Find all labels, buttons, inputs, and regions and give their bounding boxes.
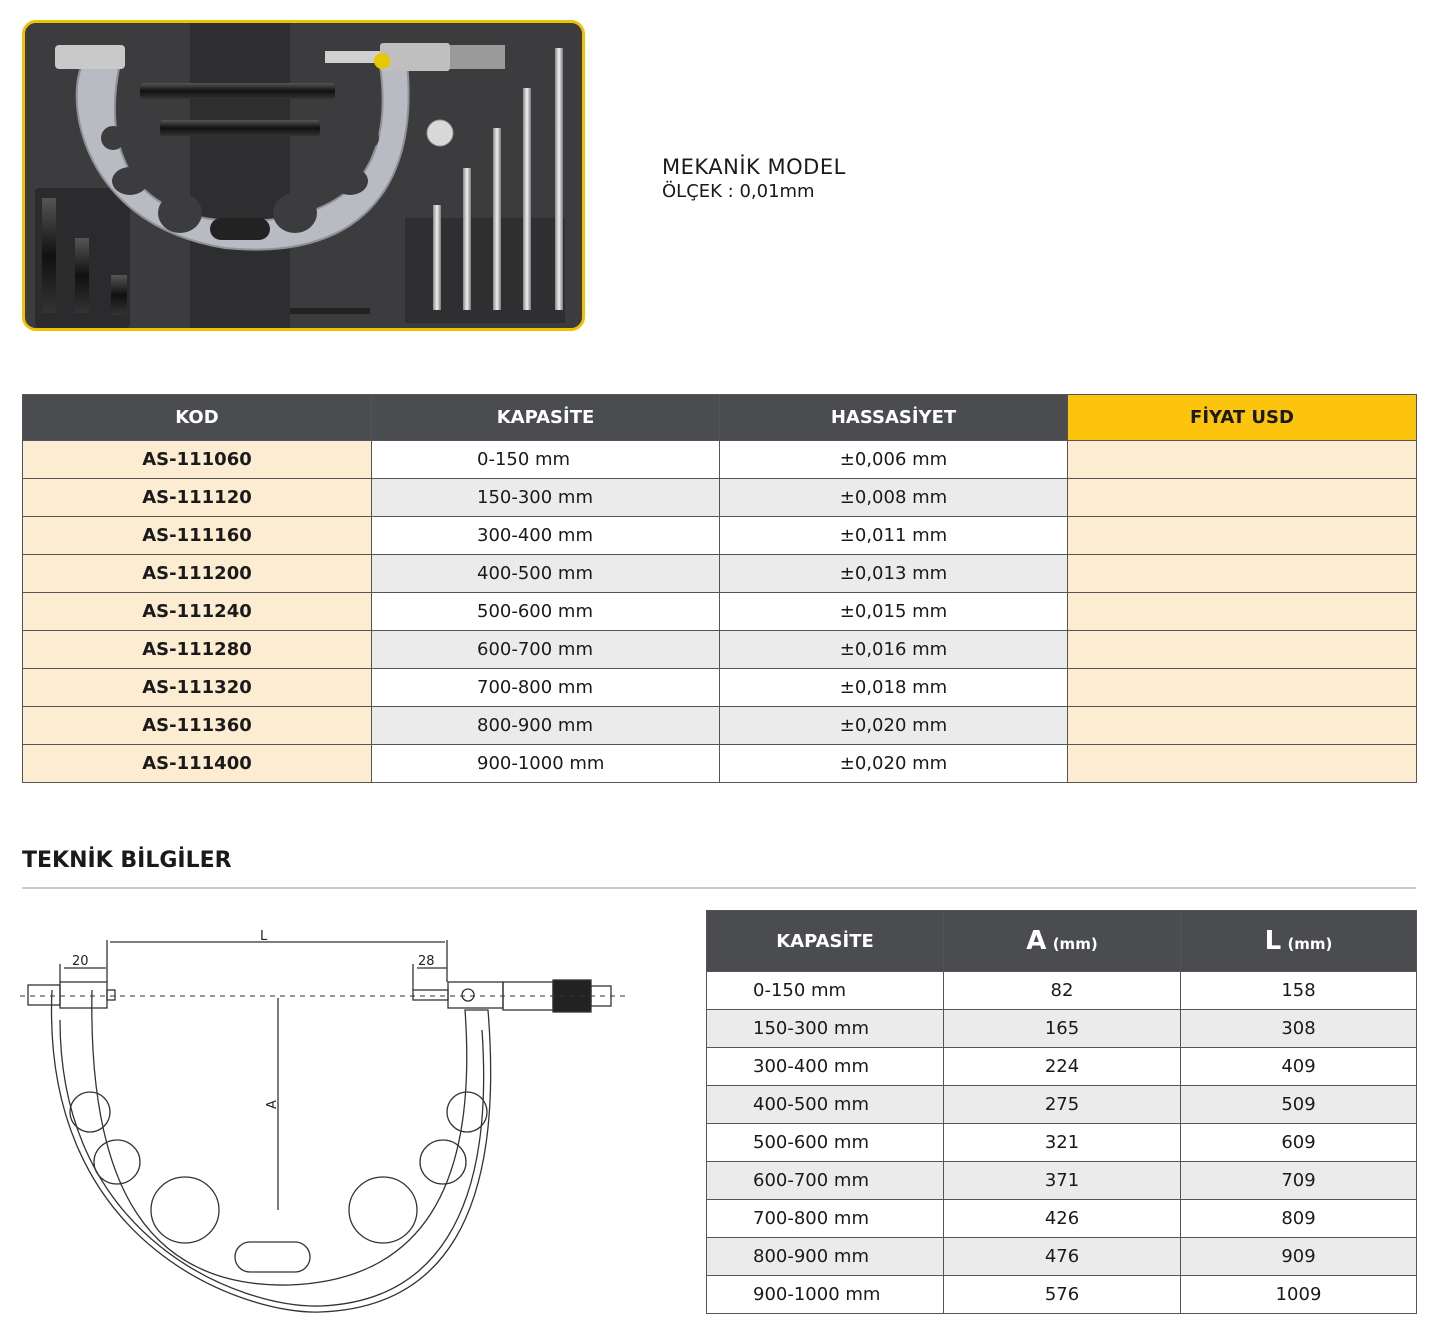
cell-kapasite: 700-800 mm [707,1200,944,1238]
cell-l: 308 [1181,1010,1417,1048]
dimension-table-row [707,1086,1417,1124]
price-table-row [23,479,1417,517]
cell-a: 576 [944,1276,1181,1314]
cell-hassasiyet: ±0,006 mm [720,441,1068,479]
cell-l: 158 [1181,972,1417,1010]
cell-l: 1009 [1181,1276,1417,1314]
header-kapasite: KAPASİTE [707,911,944,972]
cell-hassasiyet: ±0,016 mm [720,631,1068,669]
price-table-row [23,707,1417,745]
dimension-table-row [707,1162,1417,1200]
cell-fiyat [1068,441,1417,479]
cell-kapasite: 600-700 mm [372,631,720,669]
cell-kapasite: 900-1000 mm [372,745,720,783]
technical-title: TEKNİK BİLGİLER [22,848,232,873]
cell-kod: AS-111200 [23,555,372,593]
dimension-table-row [707,1048,1417,1086]
header-a-unit: (mm) [1052,935,1098,953]
cell-kod: AS-111320 [23,669,372,707]
cell-l: 909 [1181,1238,1417,1276]
cell-kapasite: 600-700 mm [707,1162,944,1200]
dimension-table-row [707,972,1417,1010]
header-a [944,911,1181,972]
header-l-symbol: L [1264,926,1282,956]
cell-hassasiyet: ±0,020 mm [720,707,1068,745]
cell-fiyat [1068,593,1417,631]
cell-kapasite: 400-500 mm [707,1086,944,1124]
cell-kapasite: 0-150 mm [372,441,720,479]
header-l [1181,911,1417,972]
dimension-table-row [707,1124,1417,1162]
cell-a: 82 [944,972,1181,1010]
cell-kapasite: 400-500 mm [372,555,720,593]
price-table-header [23,395,1417,441]
cell-kod: AS-111120 [23,479,372,517]
cell-l: 509 [1181,1086,1417,1124]
price-table-row [23,631,1417,669]
header-hassasiyet: HASSASİYET [720,395,1068,441]
cell-l: 709 [1181,1162,1417,1200]
section-divider [22,887,1416,889]
header-l-unit: (mm) [1287,935,1333,953]
dimension-label-right-offset: 28 [418,954,435,969]
cell-kod: AS-111400 [23,745,372,783]
cell-hassasiyet: ±0,011 mm [720,517,1068,555]
cell-fiyat [1068,555,1417,593]
cell-kod: AS-111060 [23,441,372,479]
dimension-table-row [707,1200,1417,1238]
price-table-row [23,669,1417,707]
cell-l: 809 [1181,1200,1417,1238]
cell-a: 321 [944,1124,1181,1162]
price-table-row [23,593,1417,631]
price-table-row [23,745,1417,783]
cell-kapasite: 300-400 mm [372,517,720,555]
cell-fiyat [1068,707,1417,745]
model-title: MEKANİK MODEL [662,155,846,179]
cell-a: 165 [944,1010,1181,1048]
dimension-label-a: A [265,1100,280,1109]
dimension-label-l: L [260,929,268,944]
price-table [22,394,1417,783]
cell-hassasiyet: ±0,015 mm [720,593,1068,631]
price-table-row [23,555,1417,593]
cell-a: 426 [944,1200,1181,1238]
cell-kapasite: 150-300 mm [707,1010,944,1048]
cell-kapasite: 0-150 mm [707,972,944,1010]
cell-kod: AS-111360 [23,707,372,745]
cell-l: 409 [1181,1048,1417,1086]
micrometer-technical-drawing [20,920,660,1315]
dimension-table [706,910,1417,1314]
cell-a: 371 [944,1162,1181,1200]
cell-kapasite: 500-600 mm [707,1124,944,1162]
cell-fiyat [1068,517,1417,555]
cell-hassasiyet: ±0,013 mm [720,555,1068,593]
dimension-table-row [707,1010,1417,1048]
model-info [662,154,846,204]
cell-kapasite: 800-900 mm [372,707,720,745]
cell-fiyat [1068,669,1417,707]
cell-l: 609 [1181,1124,1417,1162]
cell-fiyat [1068,745,1417,783]
price-table-row [23,441,1417,479]
dimension-label-left-offset: 20 [72,954,89,969]
cell-kapasite: 700-800 mm [372,669,720,707]
header-fiyat: FİYAT USD [1068,395,1417,441]
cell-a: 476 [944,1238,1181,1276]
cell-kapasite: 900-1000 mm [707,1276,944,1314]
dimension-table-header [707,911,1417,972]
cell-fiyat [1068,479,1417,517]
cell-hassasiyet: ±0,020 mm [720,745,1068,783]
cell-kapasite: 500-600 mm [372,593,720,631]
header-kod: KOD [23,395,372,441]
cell-hassasiyet: ±0,018 mm [720,669,1068,707]
cell-kod: AS-111240 [23,593,372,631]
model-scale: ÖLÇEK : 0,01mm [662,181,815,202]
dimension-table-row [707,1276,1417,1314]
cell-kapasite: 800-900 mm [707,1238,944,1276]
cell-fiyat [1068,631,1417,669]
header-a-symbol: A [1026,926,1047,956]
cell-hassasiyet: ±0,008 mm [720,479,1068,517]
micrometer-case-illustration [25,23,582,328]
cell-kod: AS-111160 [23,517,372,555]
cell-kapasite: 300-400 mm [707,1048,944,1086]
cell-a: 224 [944,1048,1181,1086]
price-table-row [23,517,1417,555]
cell-a: 275 [944,1086,1181,1124]
header-kapasite: KAPASİTE [372,395,720,441]
cell-kapasite: 150-300 mm [372,479,720,517]
dimension-table-row [707,1238,1417,1276]
cell-kod: AS-111280 [23,631,372,669]
product-photo [22,20,585,331]
